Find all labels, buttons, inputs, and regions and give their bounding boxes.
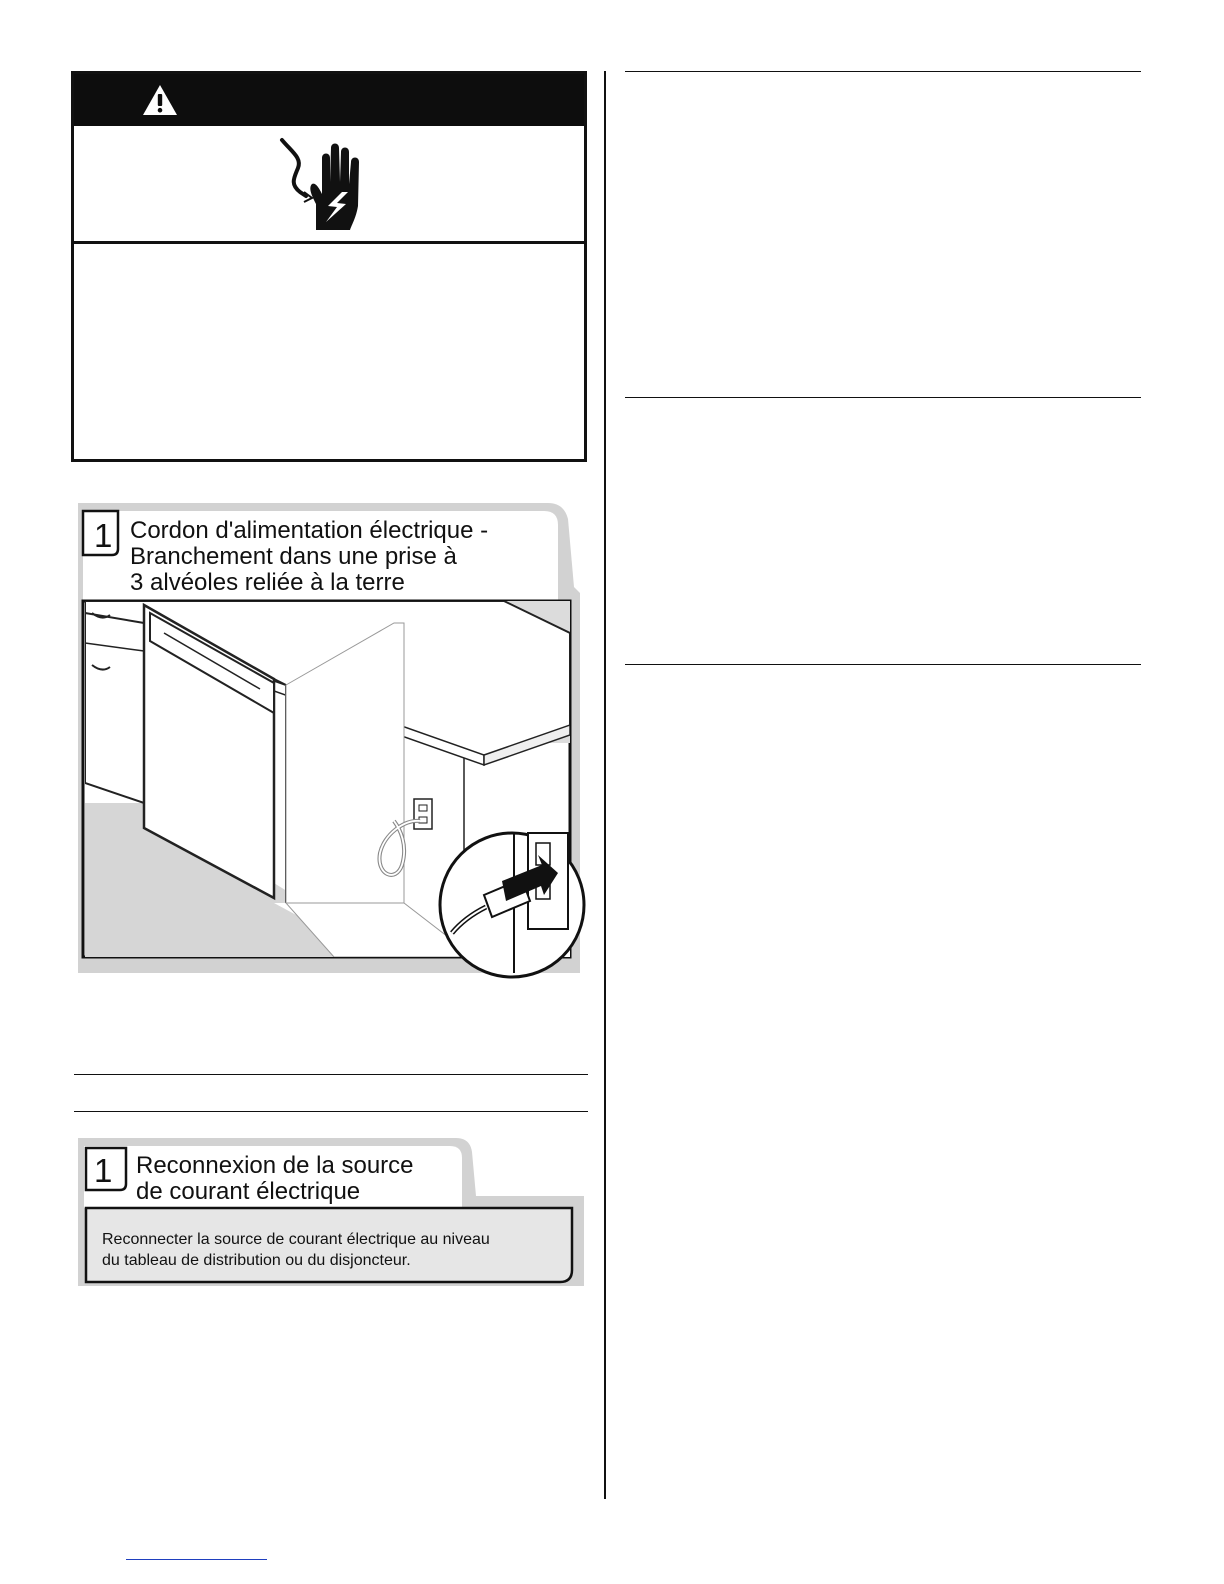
divider-line bbox=[74, 1111, 588, 1112]
step-title: Reconnexion de la source de courant électrique bbox=[136, 1152, 414, 1205]
step-body-text: Reconnecter la source de courant électrique au niveau du tableau de distribution ou du disjoncteur. bbox=[102, 1231, 490, 1269]
step-power-cord-panel bbox=[74, 503, 590, 981]
warning-body bbox=[74, 247, 584, 459]
warning-box bbox=[71, 71, 587, 462]
step-reconnect-panel bbox=[78, 1138, 584, 1286]
section-rule bbox=[625, 397, 1141, 398]
section-rule bbox=[625, 71, 1141, 72]
step-number: 1 bbox=[94, 1152, 113, 1189]
column-divider bbox=[604, 71, 606, 1499]
warning-triangle-icon bbox=[142, 84, 178, 116]
footer-link-underline[interactable] bbox=[126, 1559, 267, 1560]
step-title: Cordon d'alimentation électrique - Branchement dans une prise à 3 alvéoles reliée à la terre bbox=[130, 517, 489, 596]
divider-line bbox=[74, 1074, 588, 1075]
electrical-shock-hand-icon bbox=[274, 134, 374, 234]
warning-header bbox=[74, 74, 584, 126]
step-number: 1 bbox=[94, 517, 113, 554]
warning-symbol-panel bbox=[74, 126, 584, 244]
section-rule bbox=[625, 664, 1141, 665]
